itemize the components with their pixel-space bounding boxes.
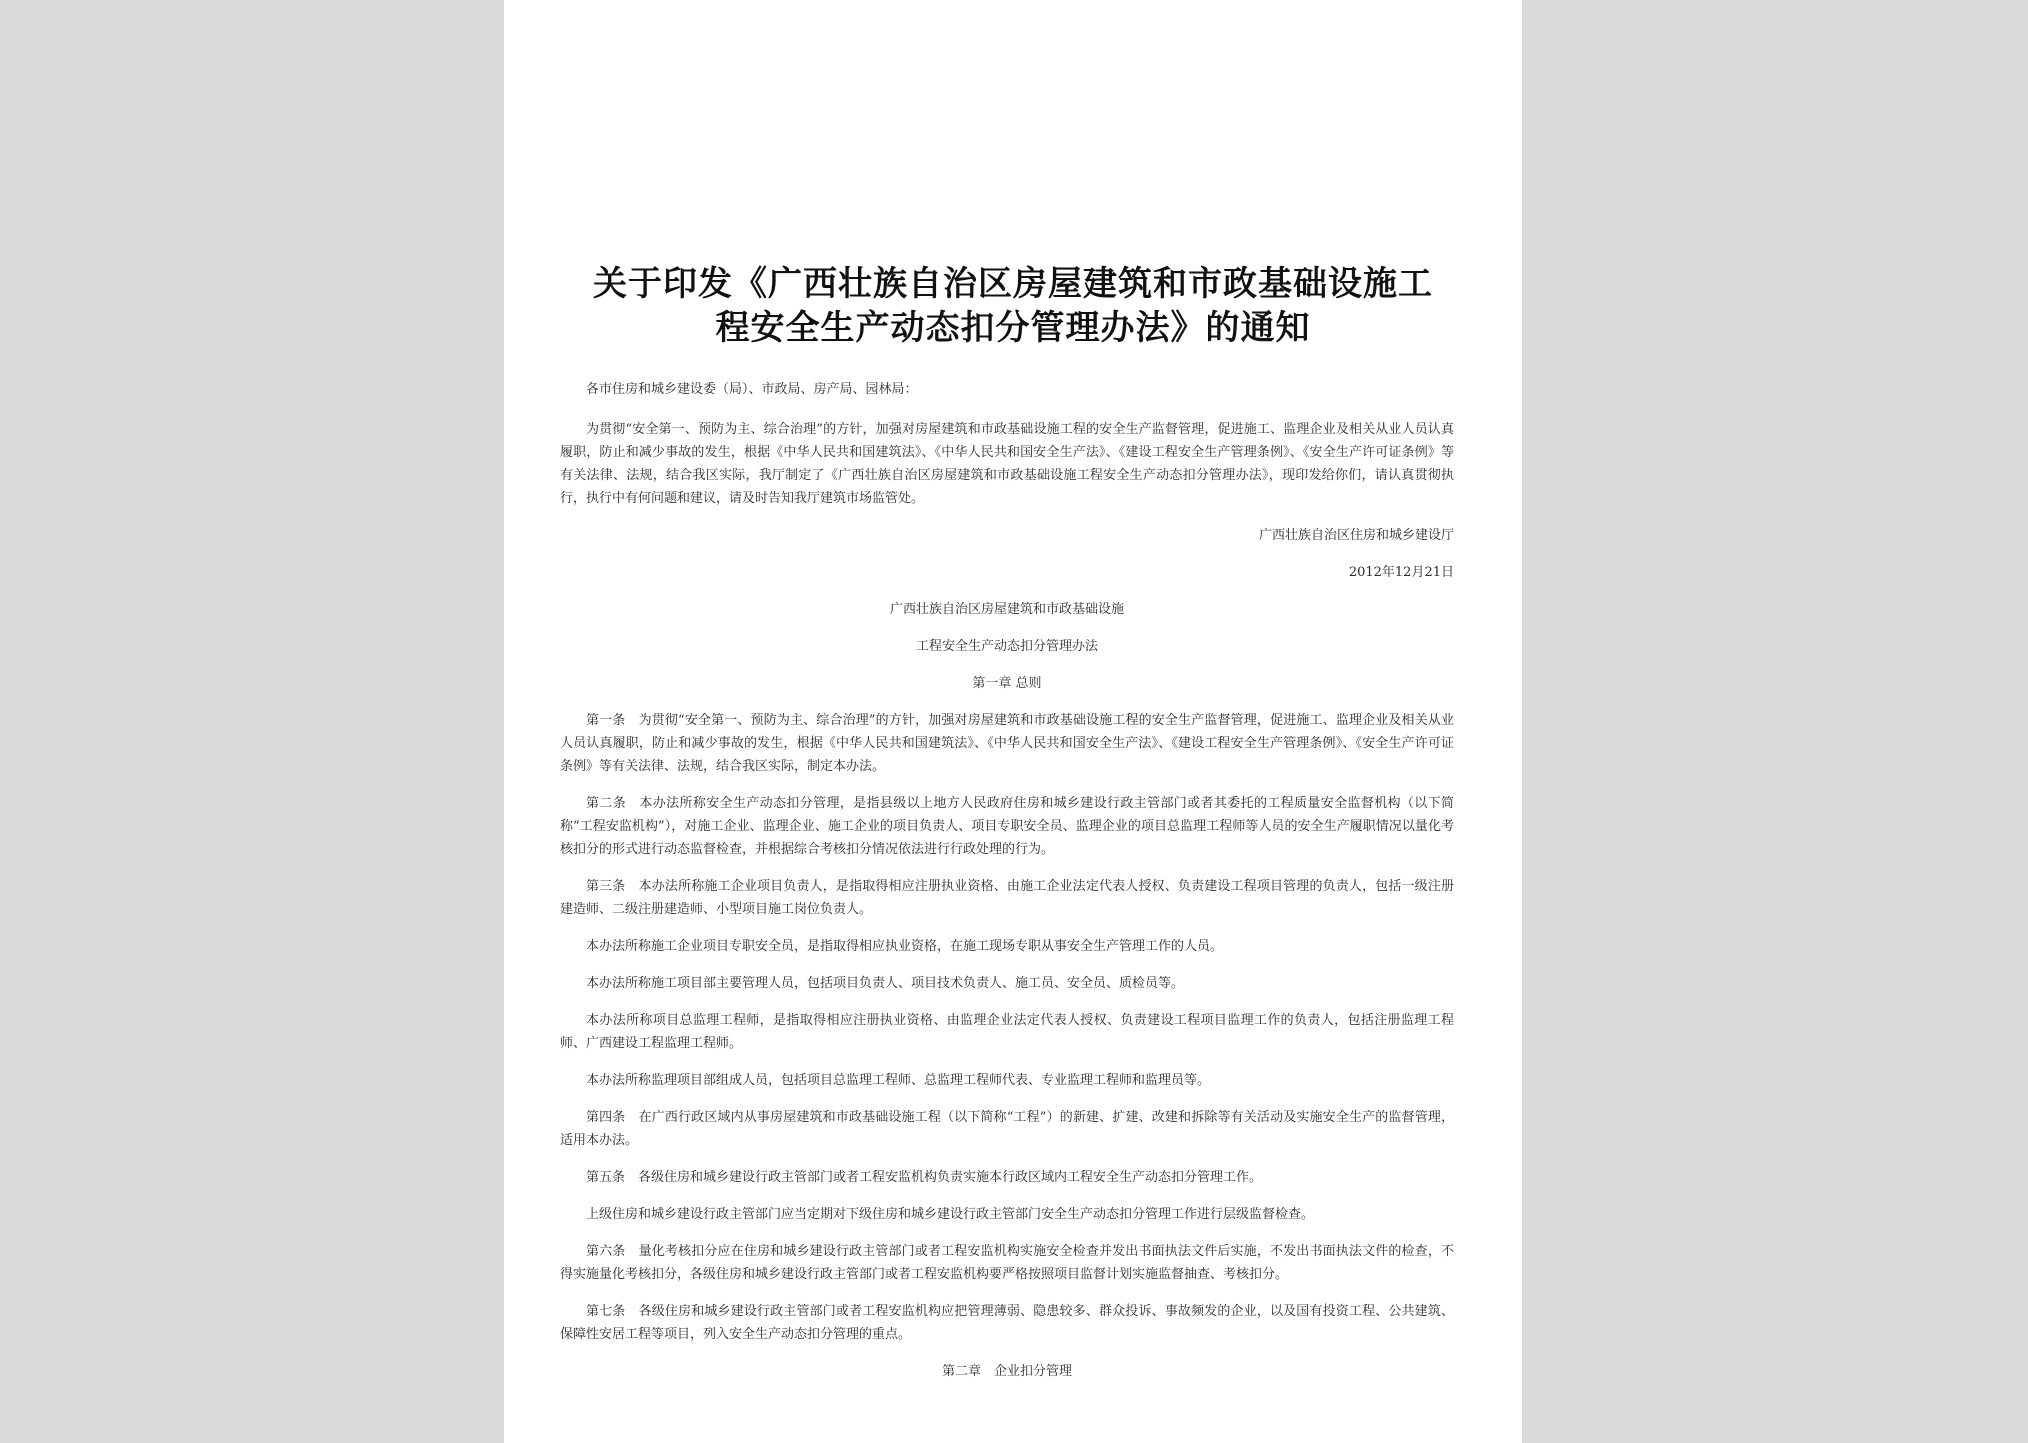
article-paragraph: 第一条 为贯彻“安全第一、预防为主、综合治理”的方针，加强对房屋建筑和市政基础设施工程的安全生产监督管理，促进施工、监理企业及相关从业人员认真履职，防止和减少事故的发生，根据《中华人民共和国建筑法》、《中华人民共和国安全生产法》、《建设工程安全生产管理条例》、《安全生产许可证条例》等有关法律、法规，结合我区实际，制定本办法。 — [560, 713, 1454, 774]
article-paragraph: 第六条 量化考核扣分应在住房和城乡建设行政主管部门或者工程安监机构实施安全检查并发出书面执法文件后实施，不发出书面执法文件的检查，不得实施量化考核扣分，各级住房和城乡建设行政主管部门或者工程安监机构要严格按照项目监督计划实施监督抽查、考核扣分。 — [560, 1244, 1454, 1282]
chapter-heading: 第一章 总则 — [972, 676, 1042, 691]
regulation-title-line-2: 工程安全生产动态扣分管理办法 — [915, 639, 1098, 654]
regulation-title-line-1: 广西壮族自治区房屋建筑和市政基础设施 — [889, 602, 1124, 617]
chapter-heading: 第二章 企业扣分管理 — [941, 1364, 1072, 1379]
article-paragraph: 第四条 在广西行政区域内从事房屋建筑和市政基础设施工程（以下简称“工程”）的新建、扩建、改建和拆除等有关活动及实施安全生产的监督管理，适用本办法。 — [560, 1110, 1454, 1148]
article-paragraph: 本办法所称施工企业项目专职安全员，是指取得相应执业资格，在施工现场专职从事安全生产管理工作的人员。 — [586, 939, 1224, 954]
issue-date: 2012年12月21日 — [1348, 565, 1454, 580]
document-page — [504, 0, 1522, 1443]
article-paragraph: 第七条 各级住房和城乡建设行政主管部门或者工程安监机构应把管理薄弱、隐患较多、群众投诉、事故频发的企业，以及国有投资工程、公共建筑、保障性安居工程等项目，列入安全生产动态扣分管理的重点。 — [560, 1304, 1454, 1342]
intro-paragraph: 为贯彻“安全第一、预防为主、综合治理”的方针，加强对房屋建筑和市政基础设施工程的安全生产监督管理，促进施工、监理企业及相关从业人员认真履职，防止和减少事故的发生，根据《中华人民共和国建筑法》、《中华人民共和国安全生产法》、《建设工程安全生产管理条例》、《安全生产许可证条例》等有关法律、法规，结合我区实际，我厅制定了《广西壮族自治区房屋建筑和市政基础设施工程安全生产动态扣分管理办法》，现印发给你们，请认真贯彻执行，执行中有何问题和建议，请及时告知我厅建筑市场监管处。 — [560, 422, 1454, 506]
title-line-2: 程安全生产动态扣分管理办法》的通知 — [715, 308, 1311, 348]
signature: 广西壮族自治区住房和城乡建设厅 — [1258, 528, 1454, 543]
article-paragraph: 第三条 本办法所称施工企业项目负责人，是指取得相应注册执业资格、由施工企业法定代表人授权、负责建设工程项目管理的负责人，包括一级注册建造师、二级注册建造师、小型项目施工岗位负责人。 — [560, 879, 1454, 917]
article-paragraph: 第二条 本办法所称安全生产动态扣分管理，是指县级以上地方人民政府住房和城乡建设行政主管部门或者其委托的工程质量安全监督机构（以下简称“工程安监机构”），对施工企业、监理企业、施工企业的项目负责人、项目专职安全员、监理企业的项目总监理工程师等人员的安全生产履职情况以量化考核扣分的形式进行动态监督检查，并根据综合考核扣分情况依法进行行政处理的行为。 — [560, 796, 1454, 857]
article-paragraph: 第五条 各级住房和城乡建设行政主管部门或者工程安监机构负责实施本行政区域内工程安全生产动态扣分管理工作。 — [586, 1170, 1263, 1185]
article-paragraph: 本办法所称项目总监理工程师，是指取得相应注册执业资格、由监理企业法定代表人授权、负责建设工程项目监理工作的负责人，包括注册监理工程师、广西建设工程监理工程师。 — [560, 1013, 1454, 1051]
article-paragraph: 本办法所称监理项目部组成人员，包括项目总监理工程师、总监理工程师代表、专业监理工程师和监理员等。 — [586, 1073, 1211, 1088]
document-title — [560, 262, 1466, 350]
salutation: 各市住房和城乡建设委（局）、市政局、房产局、园林局： — [586, 382, 918, 397]
document-body — [560, 378, 1454, 1397]
title-line-1: 关于印发《广西壮族自治区房屋建筑和市政基础设施工 — [593, 264, 1433, 304]
article-paragraph: 上级住房和城乡建设行政主管部门应当定期对下级住房和城乡建设行政主管部门安全生产动态扣分管理工作进行层级监督检查。 — [586, 1207, 1315, 1222]
article-paragraph: 本办法所称施工项目部主要管理人员，包括项目负责人、项目技术负责人、施工员、安全员、质检员等。 — [586, 976, 1185, 991]
